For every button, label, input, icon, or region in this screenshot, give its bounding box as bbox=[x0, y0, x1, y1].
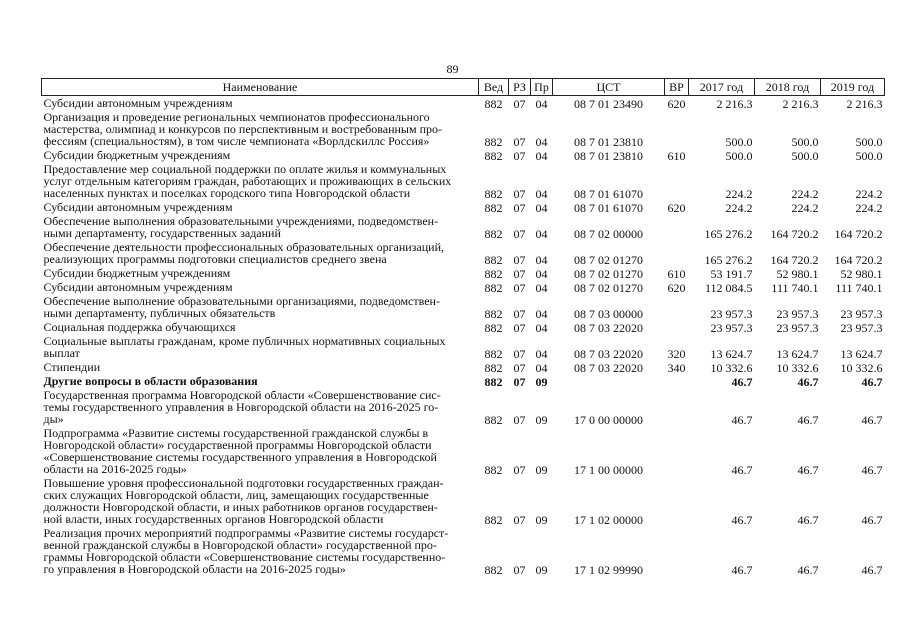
row-name: Обеспечение выполнение образовательными организациями, подведомствен- ными департаменту, публичных обязательств bbox=[43, 294, 440, 320]
row-cst: 08 7 01 23810 bbox=[574, 135, 643, 149]
row-rz: 07 bbox=[513, 413, 526, 427]
row-rz: 07 bbox=[513, 307, 526, 321]
table-row bbox=[42, 240, 885, 266]
table-row bbox=[42, 162, 885, 200]
row-cst: 08 7 03 22020 bbox=[574, 321, 643, 335]
table-row bbox=[42, 526, 885, 576]
row-ved: 882 bbox=[484, 253, 503, 267]
row-ved: 882 bbox=[484, 563, 503, 577]
row-ved: 882 bbox=[484, 463, 503, 477]
row-2017-value: 112 084.5 bbox=[704, 281, 753, 295]
table-row bbox=[42, 110, 885, 148]
row-vr: 610 bbox=[667, 149, 686, 163]
row-cst: 08 7 02 00000 bbox=[574, 227, 643, 241]
table-row bbox=[42, 96, 885, 111]
row-2018-value: 46.7 bbox=[797, 413, 819, 427]
page-number: 89 bbox=[446, 62, 459, 76]
row-vr bbox=[665, 240, 689, 266]
row-vr bbox=[665, 214, 689, 240]
row-2019-value: 111 740.1 bbox=[835, 281, 883, 295]
row-ved: 882 bbox=[484, 361, 503, 375]
row-name: Стипендии bbox=[43, 360, 101, 374]
row-vr bbox=[665, 320, 689, 334]
row-vr: 320 bbox=[667, 347, 686, 361]
row-pr: 09 bbox=[535, 375, 548, 389]
row-ved: 882 bbox=[484, 321, 503, 335]
header-2017: 2017 год bbox=[689, 79, 755, 96]
row-2017-value: 46.7 bbox=[731, 513, 753, 527]
row-2017-value: 165 276.2 bbox=[704, 227, 753, 241]
row-cst: 08 7 01 23810 bbox=[574, 149, 643, 163]
row-2017-value: 224.2 bbox=[725, 201, 753, 215]
row-pr: 04 bbox=[535, 321, 548, 335]
row-rz: 07 bbox=[513, 135, 526, 149]
row-rz: 07 bbox=[513, 347, 526, 361]
row-vr bbox=[665, 388, 689, 426]
row-2019-value: 164 720.2 bbox=[834, 227, 883, 241]
table-row bbox=[42, 294, 885, 320]
row-cst: 08 7 03 00000 bbox=[574, 307, 643, 321]
row-2017-value: 500.0 bbox=[725, 135, 753, 149]
row-ved: 882 bbox=[484, 347, 503, 361]
row-2017-value: 46.7 bbox=[731, 463, 753, 477]
row-rz: 07 bbox=[513, 563, 526, 577]
row-2017-value: 23 957.3 bbox=[710, 321, 753, 335]
row-rz: 07 bbox=[513, 267, 526, 281]
row-cst: 17 1 02 00000 bbox=[574, 513, 643, 527]
row-rz: 07 bbox=[513, 281, 526, 295]
row-cst: 08 7 01 23490 bbox=[574, 97, 643, 111]
row-pr: 09 bbox=[535, 463, 548, 477]
row-name: Социальные выплаты гражданам, кроме публичных нормативных социальных выплат bbox=[43, 334, 446, 360]
row-2019-value: 224.2 bbox=[855, 187, 883, 201]
row-name: Субсидии автономным учреждениям bbox=[43, 280, 233, 294]
header-ved: Вед bbox=[479, 79, 509, 96]
table-row bbox=[42, 320, 885, 334]
table-row bbox=[42, 476, 885, 526]
row-ved: 882 bbox=[484, 375, 503, 389]
row-2017-value: 10 332.6 bbox=[710, 361, 753, 375]
row-2018-value: 23 957.3 bbox=[776, 321, 819, 335]
row-vr bbox=[665, 162, 689, 200]
row-cst: 08 7 03 22020 bbox=[574, 347, 643, 361]
row-ved: 882 bbox=[484, 413, 503, 427]
row-2019-value: 46.7 bbox=[861, 413, 883, 427]
row-ved: 882 bbox=[484, 281, 503, 295]
row-2019-value: 224.2 bbox=[855, 201, 883, 215]
row-2017-value: 53 191.7 bbox=[710, 267, 753, 281]
row-vr: 620 bbox=[667, 97, 686, 111]
row-2018-value: 500.0 bbox=[791, 149, 819, 163]
row-2019-value: 164 720.2 bbox=[834, 253, 883, 267]
header-vr: ВР bbox=[665, 79, 689, 96]
row-ved: 882 bbox=[484, 307, 503, 321]
row-cst: 17 1 02 99990 bbox=[574, 563, 643, 577]
row-pr: 04 bbox=[535, 187, 548, 201]
row-2017-value: 46.7 bbox=[731, 563, 753, 577]
row-2019-value: 23 957.3 bbox=[840, 307, 883, 321]
row-2017-value: 13 624.7 bbox=[710, 347, 753, 361]
header-2019: 2019 год bbox=[821, 79, 885, 96]
row-pr: 04 bbox=[535, 307, 548, 321]
row-2017-value: 165 276.2 bbox=[704, 253, 753, 267]
row-2018-value: 500.0 bbox=[791, 135, 819, 149]
row-vr bbox=[665, 294, 689, 320]
row-cst: 17 1 00 00000 bbox=[574, 463, 643, 477]
table-row bbox=[42, 374, 885, 388]
row-vr bbox=[665, 476, 689, 526]
row-name: Обеспечение деятельности профессиональных образовательных организаций, реализующих программы подготовки специалистов среднего звена bbox=[43, 240, 444, 266]
row-rz: 07 bbox=[513, 321, 526, 335]
row-ved: 882 bbox=[484, 227, 503, 241]
row-2018-value: 46.7 bbox=[797, 513, 819, 527]
row-name: Другие вопросы в области образования bbox=[43, 374, 258, 388]
header-pr: Пр bbox=[531, 79, 553, 96]
row-pr: 04 bbox=[535, 97, 548, 111]
table-header-row bbox=[42, 79, 885, 96]
row-ved: 882 bbox=[484, 513, 503, 527]
row-2017-value: 46.7 bbox=[731, 413, 753, 427]
row-name: Субсидии автономным учреждениям bbox=[43, 96, 233, 110]
row-name: Государственная программа Новгородской области «Совершенствование сис- темы государственного управления в Новгородской области на 2016-2025 го- ды» bbox=[43, 388, 441, 426]
row-2018-value: 52 980.1 bbox=[776, 267, 819, 281]
row-pr: 04 bbox=[535, 281, 548, 295]
row-name: Повышение уровня профессиональной подготовки государственных граждан- ских служащих Новгородской области, лиц, замещающих государственные должности Новгородской области, и иных работников органов государствен- ной власти, иных государственных органов Новгородской области bbox=[43, 476, 444, 526]
row-pr: 04 bbox=[535, 267, 548, 281]
header-2018: 2018 год bbox=[755, 79, 821, 96]
table-row bbox=[42, 388, 885, 426]
row-ved: 882 bbox=[484, 267, 503, 281]
row-rz: 07 bbox=[513, 227, 526, 241]
row-vr: 620 bbox=[667, 201, 686, 215]
row-2019-value: 13 624.7 bbox=[840, 347, 883, 361]
row-name: Предоставление мер социальной поддержки по оплате жилья и коммунальных услуг отдельным категориям граждан, работающих и проживающих в сельских населенных пунктах и поселках городского типа Новгородской области bbox=[43, 162, 452, 200]
row-cst: 08 7 01 61070 bbox=[574, 201, 643, 215]
table-row bbox=[42, 280, 885, 294]
row-cst: 08 7 02 01270 bbox=[574, 253, 643, 267]
row-ved: 882 bbox=[484, 135, 503, 149]
table-body bbox=[42, 96, 885, 577]
row-2019-value: 52 980.1 bbox=[840, 267, 883, 281]
row-2018-value: 46.7 bbox=[797, 463, 819, 477]
row-name: Подпрограмма «Развитие системы государственной гражданской службы в Новгородской области» государственной программы Новгородской области «Совершенствование системы государственного управления в Новгородской области на 2016-2025 годы» bbox=[43, 426, 437, 476]
row-2017-value: 23 957.3 bbox=[710, 307, 753, 321]
row-2018-value: 2 216.3 bbox=[782, 97, 819, 111]
row-vr: 340 bbox=[667, 361, 686, 375]
row-cst: 17 0 00 00000 bbox=[574, 413, 643, 427]
row-rz: 07 bbox=[513, 149, 526, 163]
table-row bbox=[42, 360, 885, 374]
row-ved: 882 bbox=[484, 97, 503, 111]
row-rz: 07 bbox=[513, 97, 526, 111]
table-row bbox=[42, 200, 885, 214]
row-2018-value: 224.2 bbox=[791, 187, 819, 201]
row-ved: 882 bbox=[484, 149, 503, 163]
row-pr: 04 bbox=[535, 135, 548, 149]
row-name: Организация и проведение региональных чемпионатов профессионального мастерства, олимпиад и конкурсов по перспективным и востребованным про- фессиям (специальностям), в том числе чемпионата «Ворлдскиллс Россия» bbox=[43, 110, 443, 148]
row-pr: 04 bbox=[535, 201, 548, 215]
row-2018-value: 224.2 bbox=[791, 201, 819, 215]
row-rz: 07 bbox=[513, 513, 526, 527]
row-pr: 04 bbox=[535, 149, 548, 163]
row-name: Субсидии бюджетным учреждениям bbox=[43, 148, 231, 162]
row-rz: 07 bbox=[513, 187, 526, 201]
budget-table bbox=[41, 78, 885, 576]
row-cst: 08 7 02 01270 bbox=[574, 281, 643, 295]
header-name: Наименование bbox=[42, 79, 479, 96]
row-cst: 08 7 02 01270 bbox=[574, 267, 643, 281]
row-name: Обеспечение выполнения образовательными учреждениями, подведомствен- ными департаменту, государственных заданий bbox=[43, 214, 439, 240]
row-cst bbox=[553, 374, 665, 388]
row-2019-value: 10 332.6 bbox=[840, 361, 883, 375]
header-cst: ЦСТ bbox=[553, 79, 665, 96]
row-2019-value: 46.7 bbox=[861, 513, 883, 527]
row-rz: 07 bbox=[513, 375, 526, 389]
row-2018-value: 164 720.2 bbox=[770, 253, 819, 267]
row-pr: 04 bbox=[535, 361, 548, 375]
row-rz: 07 bbox=[513, 463, 526, 477]
row-pr: 04 bbox=[535, 253, 548, 267]
row-rz: 07 bbox=[513, 253, 526, 267]
row-vr bbox=[665, 110, 689, 148]
table-row bbox=[42, 148, 885, 162]
row-name: Субсидии автономным учреждениям bbox=[43, 200, 233, 214]
row-2019-value: 23 957.3 bbox=[840, 321, 883, 335]
row-2018-value: 46.7 bbox=[797, 375, 819, 389]
row-pr: 09 bbox=[535, 563, 548, 577]
row-2019-value: 500.0 bbox=[855, 135, 883, 149]
row-name: Социальная поддержка обучающихся bbox=[43, 320, 236, 334]
table-row bbox=[42, 426, 885, 476]
row-2017-value: 224.2 bbox=[725, 187, 753, 201]
row-pr: 09 bbox=[535, 413, 548, 427]
row-2019-value: 46.7 bbox=[861, 375, 883, 389]
table-row bbox=[42, 214, 885, 240]
row-ved: 882 bbox=[484, 201, 503, 215]
row-pr: 09 bbox=[535, 513, 548, 527]
row-2018-value: 23 957.3 bbox=[776, 307, 819, 321]
row-name: Реализация прочих мероприятий подпрограммы «Развитие системы государст- венной гражданской службы в Новгородской области» государственной про- граммы Новгородской области «Совершенствование системы государственно- го управления в Новгородской области на 2016-2025 годы» bbox=[43, 526, 449, 576]
row-2018-value: 164 720.2 bbox=[770, 227, 819, 241]
row-pr: 04 bbox=[535, 347, 548, 361]
row-2017-value: 2 216.3 bbox=[716, 97, 753, 111]
row-2019-value: 2 216.3 bbox=[846, 97, 883, 111]
row-name: Субсидии бюджетным учреждениям bbox=[43, 266, 231, 280]
header-rz: РЗ bbox=[509, 79, 531, 96]
row-cst: 08 7 03 22020 bbox=[574, 361, 643, 375]
row-2017-value: 500.0 bbox=[725, 149, 753, 163]
row-2019-value: 46.7 bbox=[861, 563, 883, 577]
row-2018-value: 46.7 bbox=[797, 563, 819, 577]
row-vr bbox=[665, 526, 689, 576]
table-row bbox=[42, 334, 885, 360]
row-2019-value: 500.0 bbox=[855, 149, 883, 163]
row-2017-value: 46.7 bbox=[731, 375, 753, 389]
row-2018-value: 10 332.6 bbox=[776, 361, 819, 375]
row-pr: 04 bbox=[535, 227, 548, 241]
row-rz: 07 bbox=[513, 201, 526, 215]
row-vr: 610 bbox=[667, 267, 686, 281]
row-vr bbox=[665, 374, 689, 388]
row-vr bbox=[665, 426, 689, 476]
row-ved: 882 bbox=[484, 187, 503, 201]
row-rz: 07 bbox=[513, 361, 526, 375]
table-row bbox=[42, 266, 885, 280]
row-vr: 620 bbox=[667, 281, 686, 295]
row-cst: 08 7 01 61070 bbox=[574, 187, 643, 201]
row-2018-value: 111 740.1 bbox=[771, 281, 819, 295]
row-2019-value: 46.7 bbox=[861, 463, 883, 477]
row-2018-value: 13 624.7 bbox=[776, 347, 819, 361]
